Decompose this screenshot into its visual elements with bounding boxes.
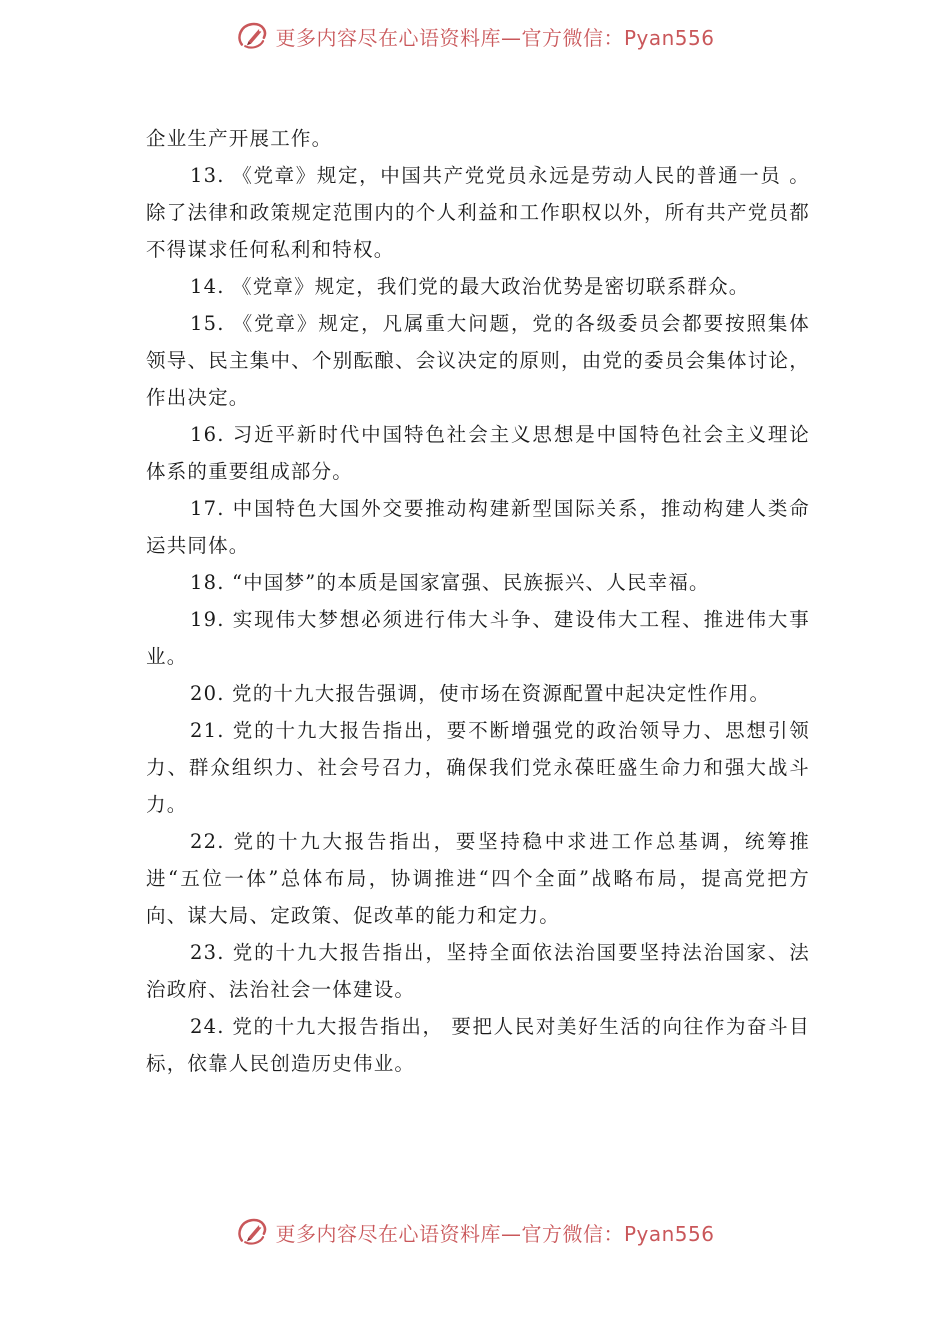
paragraph: 企业生产开展工作。 <box>146 127 333 150</box>
header-banner-text: 更多内容尽在心语资料库—官方微信：Pyan556 <box>275 25 715 50</box>
paragraph: 18. “中国梦”的本质是国家富强、民族振兴、人民幸福。 <box>190 571 710 594</box>
footer-banner <box>0 1212 950 1252</box>
paragraph: 22. 党的十九大报告指出，要坚持稳中求进工作总基调，统筹推进“五位一体”总体布局，协调推进“四个全面”战略布局，提高党把方向、谋大局、定政策、促改革的能力和定力。 <box>146 830 810 927</box>
document-body <box>146 120 810 1082</box>
paragraph: 21. 党的十九大报告指出，要不断增强党的政治领导力、思想引领力、群众组织力、社会号召力，确保我们党永葆旺盛生命力和强大战斗力。 <box>146 719 810 816</box>
header-banner <box>0 16 950 56</box>
paragraph: 19. 实现伟大梦想必须进行伟大斗争、建设伟大工程、推进伟大事业。 <box>146 608 810 668</box>
pen-nib-swirl-icon <box>235 1215 269 1249</box>
paragraph: 23. 党的十九大报告指出，坚持全面依法治国要坚持法治国家、法治政府、法治社会一体建设。 <box>146 941 810 1001</box>
paragraph: 17. 中国特色大国外交要推动构建新型国际关系，推动构建人类命运共同体。 <box>146 497 810 557</box>
paragraph: 24. 党的十九大报告指出， 要把人民对美好生活的向往作为奋斗目标，依靠人民创造历史伟业。 <box>146 1015 810 1075</box>
paragraph: 15. 《党章》规定，凡属重大问题，党的各级委员会都要按照集体领导、民主集中、个别酝酿、会议决定的原则，由党的委员会集体讨论，作出决定。 <box>146 312 810 409</box>
paragraph: 13. 《党章》规定，中国共产党党员永远是劳动人民的普通一员 。除了法律和政策规定范围内的个人利益和工作职权以外，所有共产党员都不得谋求任何私利和特权。 <box>146 164 810 261</box>
pen-nib-swirl-icon <box>235 19 269 53</box>
footer-banner-text: 更多内容尽在心语资料库—官方微信：Pyan556 <box>275 1221 715 1246</box>
paragraph: 20. 党的十九大报告强调，使市场在资源配置中起决定性作用。 <box>190 682 771 705</box>
paragraph: 14. 《党章》规定，我们党的最大政治优势是密切联系群众。 <box>190 275 750 298</box>
paragraph: 16. 习近平新时代中国特色社会主义思想是中国特色社会主义理论体系的重要组成部分。 <box>146 423 810 483</box>
